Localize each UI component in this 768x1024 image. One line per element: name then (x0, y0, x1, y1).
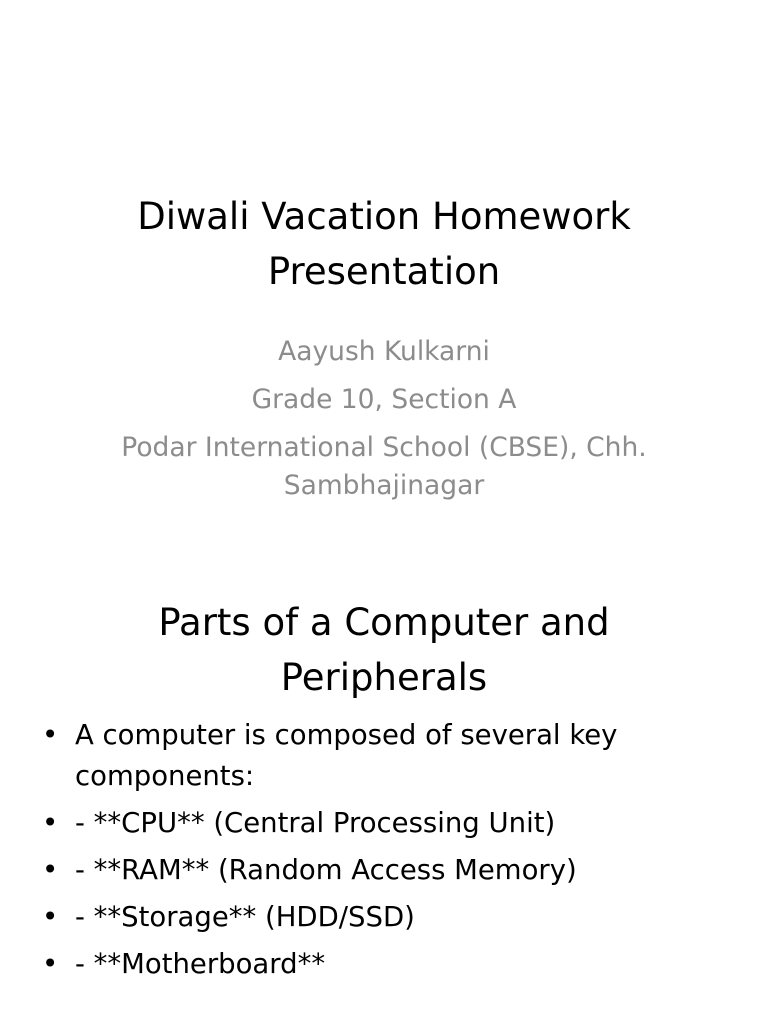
list-item (40, 803, 740, 844)
list-item-text: - **Storage** (HDD/SSD) (75, 901, 415, 933)
list-item-text: - **Motherboard** (75, 948, 326, 980)
list-item-text: - **CPU** (Central Processing Unit) (75, 807, 556, 839)
list-item-text: A computer is composed of several key components: (75, 719, 618, 792)
bullet-icon: • (42, 948, 59, 980)
subtitle (60, 333, 708, 505)
presentation-title: Diwali Vacation Homework Presentation (137, 195, 631, 293)
bullet-icon: • (42, 901, 59, 933)
student-name: Aayush Kulkarni (278, 336, 490, 367)
bullet-icon: • (42, 854, 59, 886)
list-item-text: - **RAM** (Random Access Memory) (75, 854, 577, 886)
bullet-icon: • (42, 719, 59, 751)
list-item (40, 850, 740, 891)
content-slide (0, 580, 768, 1024)
bullet-list (40, 715, 740, 991)
school-name: Podar International School (CBSE), Chh. Sambhajinagar (121, 432, 647, 501)
grade-section: Grade 10, Section A (251, 384, 517, 415)
list-item (40, 944, 740, 985)
list-item (40, 897, 740, 938)
bullet-icon: • (42, 807, 59, 839)
slide-title: Parts of a Computer and Peripherals (158, 601, 610, 699)
list-item (40, 715, 740, 797)
